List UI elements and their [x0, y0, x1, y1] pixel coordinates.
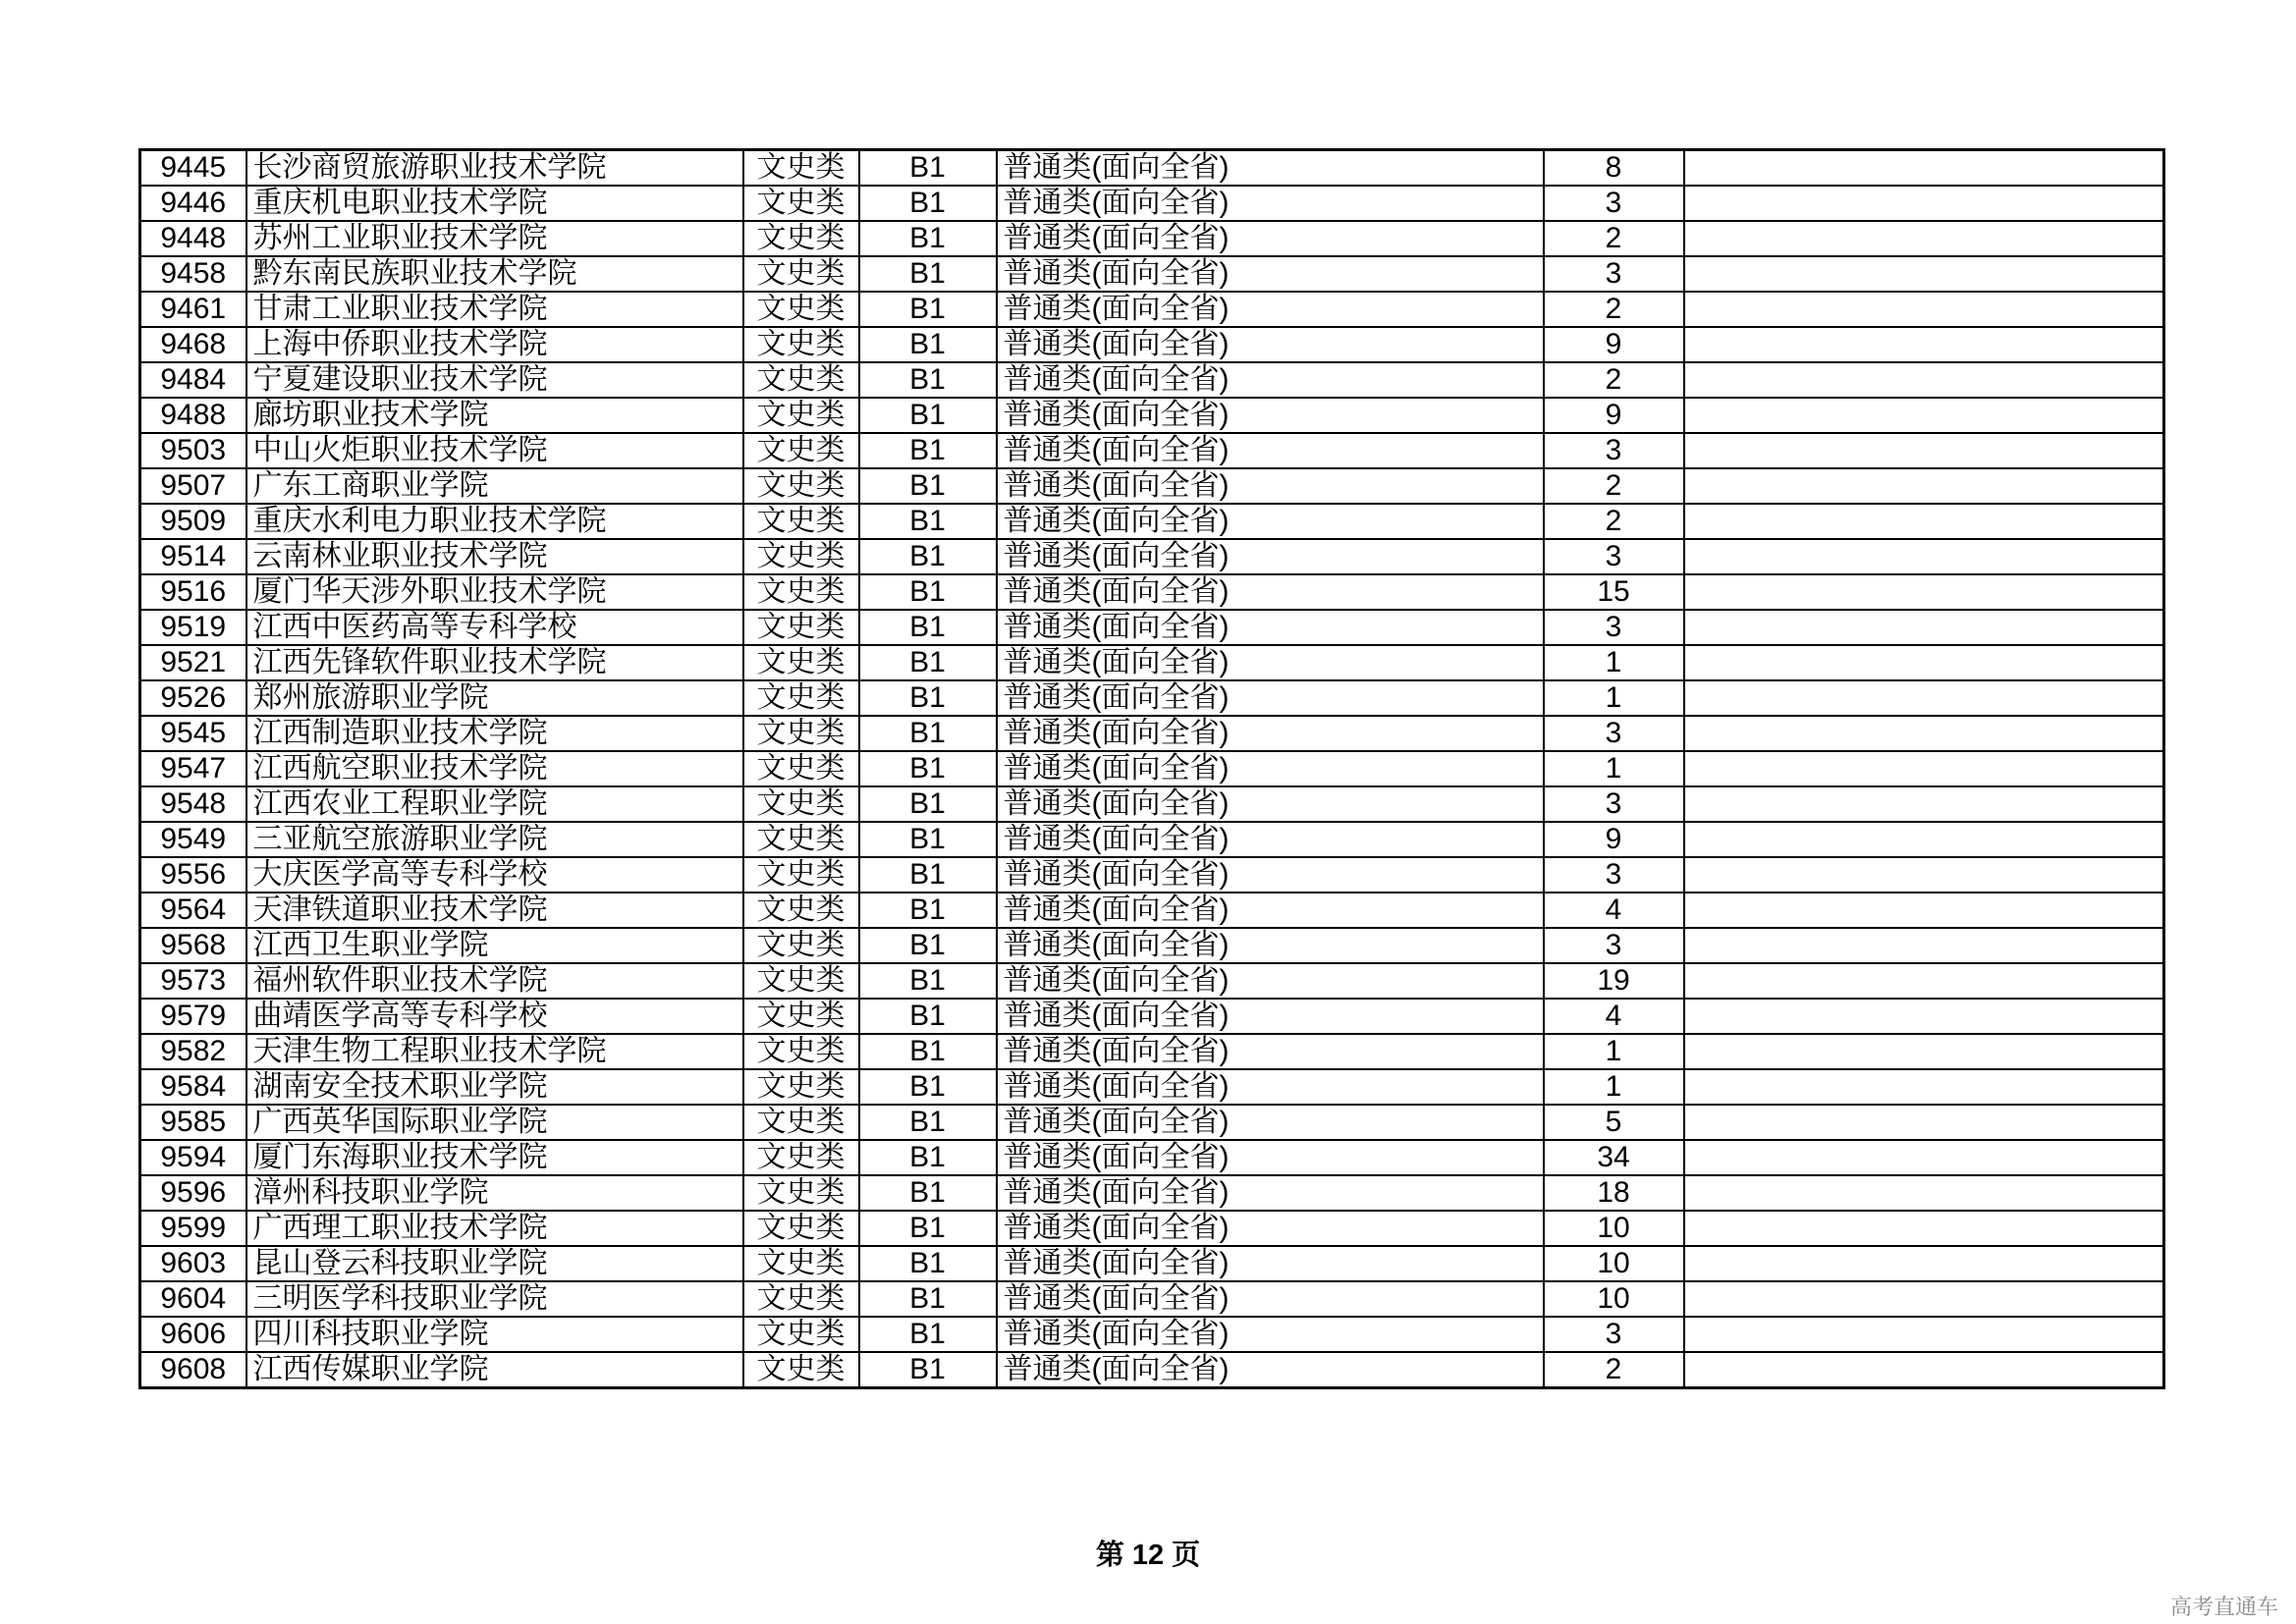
table-row	[140, 786, 2164, 822]
plan-type-cell: 普通类(面向全省)	[997, 1352, 1544, 1388]
subject-category-cell: 文史类	[743, 327, 859, 362]
table-body	[140, 150, 2164, 1388]
plan-type-cell: 普通类(面向全省)	[997, 468, 1544, 504]
table-row	[140, 1034, 2164, 1069]
school-name-cell: 长沙商贸旅游职业技术学院	[246, 150, 743, 187]
batch-cell: B1	[859, 150, 997, 187]
plan-count-cell: 2	[1544, 362, 1684, 398]
school-name-cell: 广西理工职业技术学院	[246, 1211, 743, 1246]
school-code-cell: 9547	[140, 751, 246, 786]
batch-cell: B1	[859, 716, 997, 751]
plan-type-cell: 普通类(面向全省)	[997, 1069, 1544, 1105]
plan-type-cell: 普通类(面向全省)	[997, 1175, 1544, 1211]
subject-category-cell: 文史类	[743, 1105, 859, 1140]
batch-cell: B1	[859, 1069, 997, 1105]
subject-category-cell: 文史类	[743, 1281, 859, 1317]
batch-cell: B1	[859, 1140, 997, 1175]
note-cell	[1684, 150, 2164, 187]
school-name-cell: 三明医学科技职业学院	[246, 1281, 743, 1317]
table-row	[140, 857, 2164, 893]
school-name-cell: 天津铁道职业技术学院	[246, 893, 743, 928]
plan-count-cell: 1	[1544, 645, 1684, 680]
school-code-cell: 9584	[140, 1069, 246, 1105]
note-cell	[1684, 1140, 2164, 1175]
school-code-cell: 9484	[140, 362, 246, 398]
batch-cell: B1	[859, 468, 997, 504]
table-row	[140, 928, 2164, 963]
table-row	[140, 539, 2164, 574]
table-row	[140, 362, 2164, 398]
school-name-cell: 苏州工业职业技术学院	[246, 221, 743, 256]
plan-type-cell: 普通类(面向全省)	[997, 433, 1544, 468]
batch-cell: B1	[859, 645, 997, 680]
school-code-cell: 9503	[140, 433, 246, 468]
subject-category-cell: 文史类	[743, 362, 859, 398]
table-row	[140, 963, 2164, 999]
plan-type-cell: 普通类(面向全省)	[997, 186, 1544, 221]
table-row	[140, 1352, 2164, 1388]
subject-category-cell: 文史类	[743, 716, 859, 751]
plan-count-cell: 2	[1544, 468, 1684, 504]
school-name-cell: 广东工商职业学院	[246, 468, 743, 504]
note-cell	[1684, 999, 2164, 1034]
plan-type-cell: 普通类(面向全省)	[997, 292, 1544, 327]
batch-cell: B1	[859, 433, 997, 468]
plan-type-cell: 普通类(面向全省)	[997, 150, 1544, 187]
note-cell	[1684, 504, 2164, 539]
note-cell	[1684, 398, 2164, 433]
plan-count-cell: 3	[1544, 186, 1684, 221]
school-code-cell: 9545	[140, 716, 246, 751]
plan-count-cell: 9	[1544, 398, 1684, 433]
note-cell	[1684, 1105, 2164, 1140]
school-name-cell: 曲靖医学高等专科学校	[246, 999, 743, 1034]
plan-count-cell: 1	[1544, 751, 1684, 786]
school-name-cell: 云南林业职业技术学院	[246, 539, 743, 574]
school-code-cell: 9579	[140, 999, 246, 1034]
plan-count-cell: 3	[1544, 539, 1684, 574]
plan-type-cell: 普通类(面向全省)	[997, 680, 1544, 716]
subject-category-cell: 文史类	[743, 893, 859, 928]
plan-type-cell: 普通类(面向全省)	[997, 362, 1544, 398]
plan-count-cell: 3	[1544, 716, 1684, 751]
table-row	[140, 645, 2164, 680]
subject-category-cell: 文史类	[743, 999, 859, 1034]
batch-cell: B1	[859, 751, 997, 786]
school-name-cell: 大庆医学高等专科学校	[246, 857, 743, 893]
plan-count-cell: 18	[1544, 1175, 1684, 1211]
table-row	[140, 822, 2164, 857]
table-row	[140, 1140, 2164, 1175]
note-cell	[1684, 186, 2164, 221]
plan-count-cell: 3	[1544, 928, 1684, 963]
school-code-cell: 9509	[140, 504, 246, 539]
subject-category-cell: 文史类	[743, 857, 859, 893]
note-cell	[1684, 1069, 2164, 1105]
batch-cell: B1	[859, 1246, 997, 1281]
plan-type-cell: 普通类(面向全省)	[997, 963, 1544, 999]
school-code-cell: 9448	[140, 221, 246, 256]
table-row	[140, 751, 2164, 786]
subject-category-cell: 文史类	[743, 680, 859, 716]
note-cell	[1684, 680, 2164, 716]
subject-category-cell: 文史类	[743, 186, 859, 221]
table-row	[140, 1281, 2164, 1317]
note-cell	[1684, 645, 2164, 680]
note-cell	[1684, 751, 2164, 786]
school-code-cell: 9608	[140, 1352, 246, 1388]
note-cell	[1684, 292, 2164, 327]
table-row	[140, 893, 2164, 928]
plan-count-cell: 3	[1544, 256, 1684, 292]
table-row	[140, 716, 2164, 751]
table-row	[140, 292, 2164, 327]
plan-count-cell: 19	[1544, 963, 1684, 999]
school-name-cell: 厦门华天涉外职业技术学院	[246, 574, 743, 610]
table-row	[140, 504, 2164, 539]
school-name-cell: 江西先锋软件职业技术学院	[246, 645, 743, 680]
note-cell	[1684, 1246, 2164, 1281]
plan-type-cell: 普通类(面向全省)	[997, 1105, 1544, 1140]
school-code-cell: 9548	[140, 786, 246, 822]
batch-cell: B1	[859, 256, 997, 292]
plan-type-cell: 普通类(面向全省)	[997, 1034, 1544, 1069]
plan-count-cell: 10	[1544, 1281, 1684, 1317]
school-code-cell: 9446	[140, 186, 246, 221]
table-row	[140, 468, 2164, 504]
subject-category-cell: 文史类	[743, 256, 859, 292]
school-name-cell: 廊坊职业技术学院	[246, 398, 743, 433]
table-row	[140, 610, 2164, 645]
note-cell	[1684, 857, 2164, 893]
batch-cell: B1	[859, 1352, 997, 1388]
note-cell	[1684, 433, 2164, 468]
school-name-cell: 中山火炬职业技术学院	[246, 433, 743, 468]
table-row	[140, 1069, 2164, 1105]
batch-cell: B1	[859, 893, 997, 928]
subject-category-cell: 文史类	[743, 292, 859, 327]
school-code-cell: 9507	[140, 468, 246, 504]
batch-cell: B1	[859, 292, 997, 327]
school-code-cell: 9445	[140, 150, 246, 187]
subject-category-cell: 文史类	[743, 610, 859, 645]
batch-cell: B1	[859, 327, 997, 362]
school-name-cell: 厦门东海职业技术学院	[246, 1140, 743, 1175]
note-cell	[1684, 928, 2164, 963]
subject-category-cell: 文史类	[743, 150, 859, 187]
table-row	[140, 1246, 2164, 1281]
subject-category-cell: 文史类	[743, 468, 859, 504]
subject-category-cell: 文史类	[743, 1211, 859, 1246]
school-code-cell: 9604	[140, 1281, 246, 1317]
note-cell	[1684, 1034, 2164, 1069]
school-name-cell: 江西卫生职业学院	[246, 928, 743, 963]
plan-type-cell: 普通类(面向全省)	[997, 221, 1544, 256]
school-code-cell: 9582	[140, 1034, 246, 1069]
plan-count-cell: 2	[1544, 1352, 1684, 1388]
table-row	[140, 398, 2164, 433]
batch-cell: B1	[859, 1317, 997, 1352]
school-name-cell: 福州软件职业技术学院	[246, 963, 743, 999]
school-name-cell: 黔东南民族职业技术学院	[246, 256, 743, 292]
plan-count-cell: 3	[1544, 786, 1684, 822]
plan-type-cell: 普通类(面向全省)	[997, 539, 1544, 574]
plan-type-cell: 普通类(面向全省)	[997, 786, 1544, 822]
school-name-cell: 江西航空职业技术学院	[246, 751, 743, 786]
note-cell	[1684, 221, 2164, 256]
school-code-cell: 9556	[140, 857, 246, 893]
school-code-cell: 9585	[140, 1105, 246, 1140]
school-code-cell: 9603	[140, 1246, 246, 1281]
batch-cell: B1	[859, 1175, 997, 1211]
note-cell	[1684, 786, 2164, 822]
school-name-cell: 甘肃工业职业技术学院	[246, 292, 743, 327]
subject-category-cell: 文史类	[743, 574, 859, 610]
school-name-cell: 江西制造职业技术学院	[246, 716, 743, 751]
plan-count-cell: 34	[1544, 1140, 1684, 1175]
plan-count-cell: 3	[1544, 610, 1684, 645]
enrollment-table	[138, 148, 2165, 1389]
page-number: 第 12 页	[1095, 1540, 1201, 1571]
subject-category-cell: 文史类	[743, 398, 859, 433]
batch-cell: B1	[859, 504, 997, 539]
plan-type-cell: 普通类(面向全省)	[997, 716, 1544, 751]
note-cell	[1684, 716, 2164, 751]
batch-cell: B1	[859, 786, 997, 822]
plan-type-cell: 普通类(面向全省)	[997, 751, 1544, 786]
plan-count-cell: 3	[1544, 433, 1684, 468]
school-code-cell: 9599	[140, 1211, 246, 1246]
school-name-cell: 湖南安全技术职业学院	[246, 1069, 743, 1105]
note-cell	[1684, 1281, 2164, 1317]
plan-count-cell: 2	[1544, 221, 1684, 256]
batch-cell: B1	[859, 928, 997, 963]
school-code-cell: 9516	[140, 574, 246, 610]
school-name-cell: 天津生物工程职业技术学院	[246, 1034, 743, 1069]
school-code-cell: 9568	[140, 928, 246, 963]
batch-cell: B1	[859, 574, 997, 610]
subject-category-cell: 文史类	[743, 1069, 859, 1105]
school-code-cell: 9564	[140, 893, 246, 928]
subject-category-cell: 文史类	[743, 751, 859, 786]
plan-type-cell: 普通类(面向全省)	[997, 1140, 1544, 1175]
subject-category-cell: 文史类	[743, 433, 859, 468]
school-code-cell: 9519	[140, 610, 246, 645]
plan-type-cell: 普通类(面向全省)	[997, 928, 1544, 963]
school-name-cell: 漳州科技职业学院	[246, 1175, 743, 1211]
plan-count-cell: 15	[1544, 574, 1684, 610]
note-cell	[1684, 1175, 2164, 1211]
batch-cell: B1	[859, 680, 997, 716]
subject-category-cell: 文史类	[743, 1246, 859, 1281]
table-row	[140, 433, 2164, 468]
school-code-cell: 9594	[140, 1140, 246, 1175]
plan-type-cell: 普通类(面向全省)	[997, 610, 1544, 645]
table-row	[140, 327, 2164, 362]
subject-category-cell: 文史类	[743, 1140, 859, 1175]
plan-type-cell: 普通类(面向全省)	[997, 1246, 1544, 1281]
batch-cell: B1	[859, 539, 997, 574]
school-name-cell: 上海中侨职业技术学院	[246, 327, 743, 362]
batch-cell: B1	[859, 1211, 997, 1246]
plan-count-cell: 2	[1544, 504, 1684, 539]
table-row	[140, 1211, 2164, 1246]
note-cell	[1684, 1352, 2164, 1388]
table-row	[140, 1317, 2164, 1352]
batch-cell: B1	[859, 610, 997, 645]
batch-cell: B1	[859, 999, 997, 1034]
note-cell	[1684, 468, 2164, 504]
table-row	[140, 256, 2164, 292]
note-cell	[1684, 1317, 2164, 1352]
plan-type-cell: 普通类(面向全省)	[997, 893, 1544, 928]
batch-cell: B1	[859, 1034, 997, 1069]
subject-category-cell: 文史类	[743, 928, 859, 963]
plan-type-cell: 普通类(面向全省)	[997, 1281, 1544, 1317]
plan-count-cell: 4	[1544, 893, 1684, 928]
subject-category-cell: 文史类	[743, 645, 859, 680]
batch-cell: B1	[859, 1281, 997, 1317]
plan-type-cell: 普通类(面向全省)	[997, 327, 1544, 362]
subject-category-cell: 文史类	[743, 822, 859, 857]
school-name-cell: 宁夏建设职业技术学院	[246, 362, 743, 398]
subject-category-cell: 文史类	[743, 504, 859, 539]
school-code-cell: 9468	[140, 327, 246, 362]
subject-category-cell: 文史类	[743, 539, 859, 574]
plan-count-cell: 3	[1544, 857, 1684, 893]
school-code-cell: 9521	[140, 645, 246, 680]
batch-cell: B1	[859, 186, 997, 221]
school-code-cell: 9514	[140, 539, 246, 574]
note-cell	[1684, 256, 2164, 292]
school-code-cell: 9596	[140, 1175, 246, 1211]
plan-type-cell: 普通类(面向全省)	[997, 574, 1544, 610]
batch-cell: B1	[859, 857, 997, 893]
watermark: 高考直通车	[2169, 1595, 2278, 1619]
plan-type-cell: 普通类(面向全省)	[997, 256, 1544, 292]
table-row	[140, 150, 2164, 187]
subject-category-cell: 文史类	[743, 1352, 859, 1388]
table-row	[140, 1175, 2164, 1211]
batch-cell: B1	[859, 822, 997, 857]
table-row	[140, 574, 2164, 610]
plan-count-cell: 10	[1544, 1211, 1684, 1246]
note-cell	[1684, 893, 2164, 928]
table-row	[140, 680, 2164, 716]
school-name-cell: 广西英华国际职业学院	[246, 1105, 743, 1140]
school-name-cell: 江西传媒职业学院	[246, 1352, 743, 1388]
batch-cell: B1	[859, 1105, 997, 1140]
school-code-cell: 9606	[140, 1317, 246, 1352]
plan-count-cell: 2	[1544, 292, 1684, 327]
plan-type-cell: 普通类(面向全省)	[997, 1211, 1544, 1246]
plan-count-cell: 3	[1544, 1317, 1684, 1352]
subject-category-cell: 文史类	[743, 1034, 859, 1069]
school-name-cell: 四川科技职业学院	[246, 1317, 743, 1352]
plan-count-cell: 4	[1544, 999, 1684, 1034]
school-code-cell: 9461	[140, 292, 246, 327]
subject-category-cell: 文史类	[743, 786, 859, 822]
plan-count-cell: 9	[1544, 822, 1684, 857]
school-name-cell: 重庆机电职业技术学院	[246, 186, 743, 221]
note-cell	[1684, 539, 2164, 574]
plan-count-cell: 1	[1544, 1069, 1684, 1105]
plan-type-cell: 普通类(面向全省)	[997, 645, 1544, 680]
school-code-cell: 9488	[140, 398, 246, 433]
table-row	[140, 999, 2164, 1034]
school-name-cell: 江西农业工程职业学院	[246, 786, 743, 822]
plan-type-cell: 普通类(面向全省)	[997, 857, 1544, 893]
table-row	[140, 221, 2164, 256]
note-cell	[1684, 362, 2164, 398]
plan-type-cell: 普通类(面向全省)	[997, 398, 1544, 433]
table-row	[140, 186, 2164, 221]
subject-category-cell: 文史类	[743, 1175, 859, 1211]
plan-count-cell: 10	[1544, 1246, 1684, 1281]
note-cell	[1684, 963, 2164, 999]
batch-cell: B1	[859, 398, 997, 433]
school-code-cell: 9573	[140, 963, 246, 999]
batch-cell: B1	[859, 362, 997, 398]
plan-type-cell: 普通类(面向全省)	[997, 1317, 1544, 1352]
school-code-cell: 9458	[140, 256, 246, 292]
school-name-cell: 郑州旅游职业学院	[246, 680, 743, 716]
subject-category-cell: 文史类	[743, 1317, 859, 1352]
school-name-cell: 江西中医药高等专科学校	[246, 610, 743, 645]
subject-category-cell: 文史类	[743, 221, 859, 256]
school-code-cell: 9526	[140, 680, 246, 716]
plan-count-cell: 5	[1544, 1105, 1684, 1140]
note-cell	[1684, 822, 2164, 857]
subject-category-cell: 文史类	[743, 963, 859, 999]
batch-cell: B1	[859, 221, 997, 256]
note-cell	[1684, 327, 2164, 362]
table-row	[140, 1105, 2164, 1140]
batch-cell: B1	[859, 963, 997, 999]
plan-type-cell: 普通类(面向全省)	[997, 822, 1544, 857]
school-name-cell: 三亚航空旅游职业学院	[246, 822, 743, 857]
plan-count-cell: 1	[1544, 680, 1684, 716]
note-cell	[1684, 610, 2164, 645]
school-code-cell: 9549	[140, 822, 246, 857]
school-name-cell: 昆山登云科技职业学院	[246, 1246, 743, 1281]
plan-count-cell: 9	[1544, 327, 1684, 362]
plan-type-cell: 普通类(面向全省)	[997, 999, 1544, 1034]
school-name-cell: 重庆水利电力职业技术学院	[246, 504, 743, 539]
plan-count-cell: 1	[1544, 1034, 1684, 1069]
note-cell	[1684, 574, 2164, 610]
plan-type-cell: 普通类(面向全省)	[997, 504, 1544, 539]
note-cell	[1684, 1211, 2164, 1246]
plan-count-cell: 8	[1544, 150, 1684, 187]
